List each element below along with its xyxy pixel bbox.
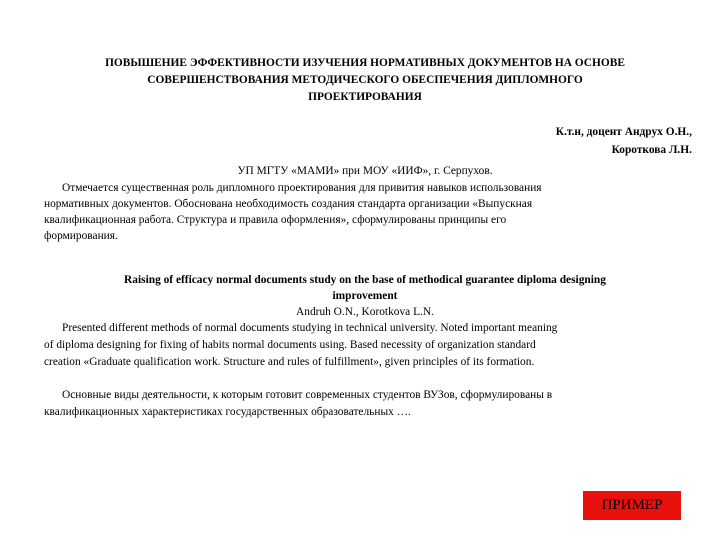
abstract-ru-line: формирования.	[44, 230, 118, 242]
title-en-line: improvement	[332, 290, 398, 302]
document-title-line: ПОВЫШЕНИЕ ЭФФЕКТИВНОСТИ ИЗУЧЕНИЯ НОРМАТИВНЫХ ДОКУМЕНТОВ НА ОСНОВЕ	[105, 57, 625, 69]
title-en	[30, 272, 700, 304]
abstract-en-line: Presented different methods of normal documents studying in technical university. Noted important meaning	[62, 322, 558, 334]
abstract-ru-line: Отмечается существенная роль дипломного проектирования для привития навыков использования	[62, 182, 542, 194]
abstract-ru-line: нормативных документов. Обоснована необходимость создания стандарта организации «Выпускная	[44, 198, 533, 210]
authors-en: Andruh O.N., Korotkova L.N.	[296, 306, 434, 318]
closing-line: квалификационных характеристиках государственных образовательных ….	[44, 406, 411, 418]
title-en-line: Raising of efficacy normal documents study on the base of methodical guarantee diploma designing	[124, 274, 606, 286]
abstract-ru-line: квалификационная работа. Структура и правила оформления», сформулированы принципы его	[44, 214, 507, 226]
closing-paragraph	[44, 387, 694, 421]
closing-line: Основные виды деятельности, к которым готовит современных студентов ВУЗов, сформулированы в	[62, 389, 553, 401]
abstract-en	[44, 320, 694, 371]
authors-line: Короткова Л.Н.	[611, 143, 692, 156]
authors-line: К.т.н, доцент Андрух О.Н.,	[555, 126, 692, 138]
document-title-line: СОВЕРШЕНСТВОВАНИЯ МЕТОДИЧЕСКОГО ОБЕСПЕЧЕНИЯ ДИПЛОМНОГО	[147, 74, 583, 86]
document-title	[30, 55, 700, 106]
abstract-en-line: of diploma designing for fixing of habits normal documents using. Based necessity of organization standard	[44, 339, 536, 351]
abstract-ru	[44, 180, 684, 244]
example-button[interactable]: ПРИМЕР	[583, 491, 681, 520]
authors	[372, 124, 692, 159]
organization: УП МГТУ «МАМИ» при МОУ «ИИФ», г. Серпухов.	[237, 165, 493, 177]
document-title-line: ПРОЕКТИРОВАНИЯ	[308, 91, 422, 103]
abstract-en-line: creation «Graduate qualification work. Structure and rules of fulfillment», given principles of its formation.	[44, 356, 535, 368]
